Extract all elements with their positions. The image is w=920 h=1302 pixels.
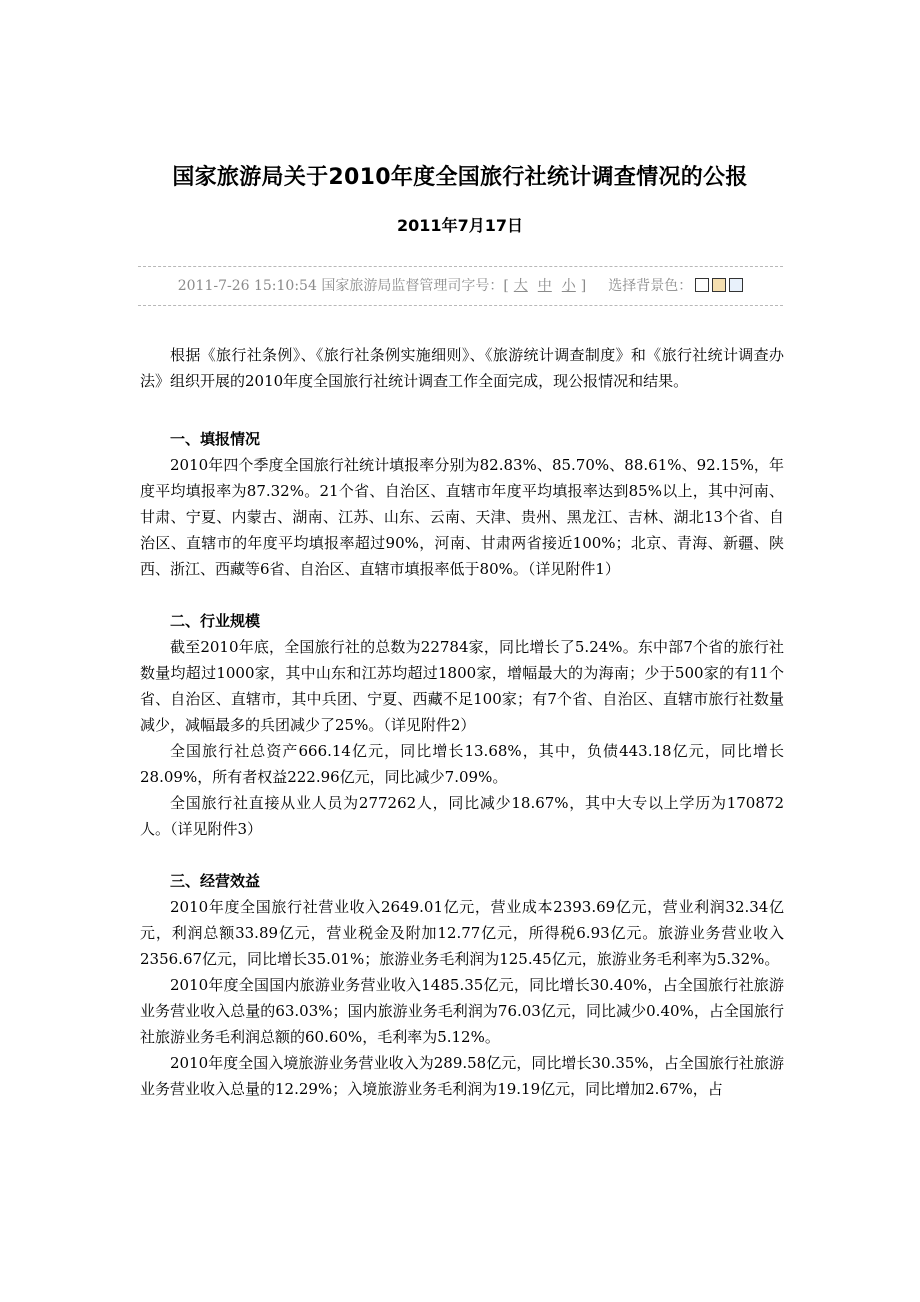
background-label: 选择背景色： xyxy=(608,278,693,294)
paragraph: 全国旅行社总资产666.14亿元，同比增长13.68%，其中，负债443.18亿元，同比增长28.09%，所有者权益222.96亿元，同比减少7.09%。 xyxy=(140,742,784,786)
paragraph: 2010年度全国旅行社营业收入2649.01亿元，营业成本2393.69亿元，营业利润32.34亿元，利润总额33.89亿元，营业税金及附加12.77亿元，所得税6.93亿元。旅游业务营业收入2356.67亿元，同比增长35.01%；旅游业务毛利润为125.45亿元，旅游业务毛利率为5.32%。 xyxy=(140,898,784,968)
paragraph: 截至2010年底，全国旅行社的总数为22784家，同比增长了5.24%。东中部7个省的旅行社数量均超过1000家，其中山东和江苏均超过1800家，增幅最大的为海南；少于500家的有11个省、自治区、直辖市，其中兵团、宁夏、西藏不足100家；有7个省、自治区、直辖市旅行社数量减少，减幅最多的兵团减少了25%。（详见附件2） xyxy=(140,638,784,734)
timestamp-source: 2011-7-26 15:10:54 国家旅游局监督管理司 xyxy=(177,278,462,294)
article-body xyxy=(140,342,784,1102)
page-title: 国家旅游局关于2010年度全国旅行社统计调查情况的公报 xyxy=(172,165,748,190)
divider-top xyxy=(138,266,783,267)
paragraph: 2010年度全国国内旅游业务营业收入1485.35亿元，同比增长30.40%，占全国旅行社旅游业务营业收入总量的63.03%；国内旅游业务毛利润为76.03亿元，同比减少0.40%，占全国旅行社旅游业务毛利润总额的60.60%，毛利率为5.12%。 xyxy=(140,976,784,1046)
section-heading-filing: 一、填报情况 xyxy=(170,430,261,448)
paragraph: 2010年四个季度全国旅行社统计填报率分别为82.83%、85.70%、88.61%、92.15%，年度平均填报率为87.32%。21个省、自治区、直辖市年度平均填报率达到85%以上，其中河南、甘肃、宁夏、内蒙古、湖南、江苏、山东、云南、天津、贵州、黑龙江、吉林、湖北13个省、自治区、直辖市的年度平均填报率超过90%，河南、甘肃两省接近100%；北京、青海、新疆、陕西、浙江、西藏等6省、自治区、直辖市填报率低于80%。（详见附件1） xyxy=(140,456,784,578)
section-heading-performance: 三、经营效益 xyxy=(170,872,261,890)
paragraph: 2010年度全国入境旅游业务营业收入为289.58亿元，同比增长30.35%，占全国旅行社旅游业务营业收入总量的12.29%；入境旅游业务毛利润为19.19亿元，同比增加2.67%，占 xyxy=(140,1054,784,1098)
font-size-label: 字号：[ xyxy=(461,278,509,294)
font-size-medium-link[interactable]: 中 xyxy=(537,278,552,294)
intro-paragraph: 根据《旅行社条例》、《旅行社条例实施细则》、《旅游统计调查制度》和《旅行社统计调查办法》组织开展的2010年度全国旅行社统计调查工作全面完成，现公报情况和结果。 xyxy=(140,346,784,390)
font-size-small-link[interactable]: 小 xyxy=(561,278,576,294)
divider-bottom xyxy=(138,305,783,306)
bg-swatch-blue[interactable] xyxy=(729,278,743,292)
paragraph: 全国旅行社直接从业人员为277262人，同比减少18.67%，其中大专以上学历为170872人。（详见附件3） xyxy=(140,794,784,838)
article-meta-bar xyxy=(138,273,783,299)
publish-date: 2011年7月17日 xyxy=(397,216,523,235)
font-size-large-link[interactable]: 大 xyxy=(513,278,528,294)
bg-swatch-beige[interactable] xyxy=(712,278,726,292)
section-heading-scale: 二、行业规模 xyxy=(170,612,261,630)
bg-swatch-white[interactable] xyxy=(695,278,709,292)
font-size-close: ] xyxy=(580,278,587,294)
